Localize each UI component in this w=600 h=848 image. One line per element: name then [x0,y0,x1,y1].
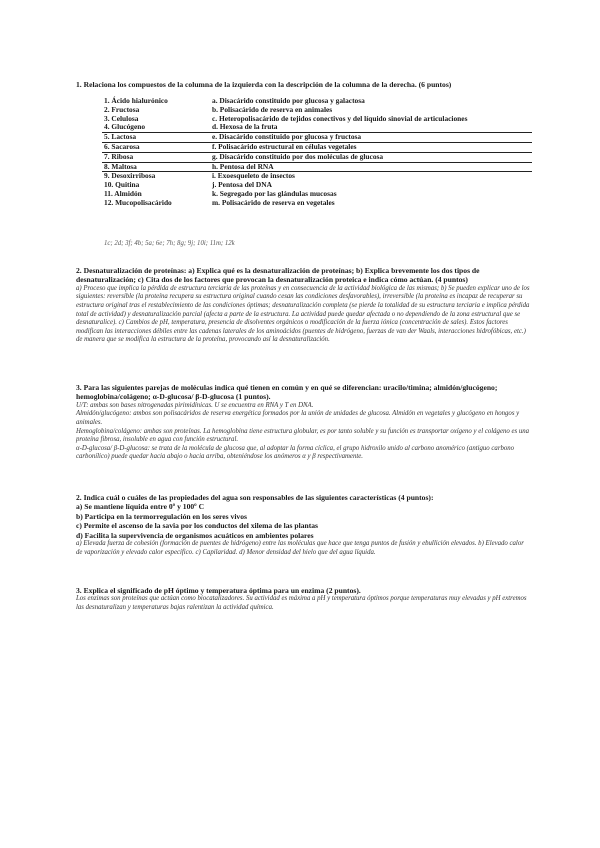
question-5-answer: Los enzimas son proteínas que actúan como biocatalizadores. Su actividad es máxima a pH y temperatura óptimos porque temperaturas muy elevadas y pH extremos las desnaturalizan y temperaturas bajas ralentizan la actividad química. [76,595,527,611]
matching-left-item: 1. Ácido hialurónico [104,96,168,105]
matching-left-item: 4. Glucógeno [104,122,146,132]
matching-left-item: 10. Quitina [104,180,140,190]
matching-left-item: 7. Ribosa [102,152,210,162]
matching-right-item: j. Pentosa del DNA [212,180,272,190]
matching-left-item: 12. Mucopolisacárido [104,197,172,207]
question-5 [76,586,531,613]
matching-row [102,172,532,181]
question-1 [76,80,531,89]
question-4-item-a: a) Se mantiene líquida entre 0º y 100º C [76,502,205,512]
matching-right-item: a. Disacárido constituido por glucosa y galactosa [212,96,365,105]
question-4-answer: a) Elevada fuerza de cohesión (formación de puentes de hidrógeno) entre las moléculas que hace que tenga puntos de fusión y ebullición elevados. b) Elevado calor de vaporización y elevado calor específico. c) Capilaridad. d) Menor densidad del hielo que del agua líquida. [76,540,524,556]
matching-right-item: b. Polisacárido de reserva en animales [212,104,333,114]
matching-row [102,199,532,208]
question-3-answer-4: α-D-glucosa/ β-D-glucosa: se trata de la molécula de glucosa que, al adoptar la forma cíclica, el grupo hidroxilo unido al carbono anomérico (antiguo carbono carbonílico) puede quedar hacia abajo o hacia arriba, obteniéndose los anómeros α y β respectivamente. [76,444,515,461]
matching-right-item: m. Polisacárido de reserva en vegetales [212,197,335,207]
matching-left-item: 5. Lactosa [102,133,210,143]
matching-left-item: 11. Almidón [104,188,142,198]
question-5-title: 3. Explica el significado de pH óptimo y temperatura óptima para un enzima (2 puntos). [76,586,361,595]
matching-right-item: k. Segregado por las glándulas mucosas [212,188,337,198]
question-3-answer-1: U/T: ambas son bases nitrogenadas pirimidínicas. U se encuentra en RNA y T en DNA. [76,401,314,409]
matching-left-item: 2. Fructosa [104,104,140,114]
question-3-answer-3: Hemoglobina/colágeno: ambas son proteínas. La hemoglobina tiene estructura globular, es por tanto soluble y su función es transportar oxígeno y el colágeno es una proteína fibrosa, insoluble en agua con función estructural. [76,427,530,444]
question-4-item-c: c) Permite el ascenso de la savia por los conductos del xilema de las plantas [76,521,319,531]
question-4-item-d: d) Facilita la supervivencia de organismos acuáticos en ambientes polares [76,530,314,540]
question-2-answer: a) Proceso que implica la pérdida de estructura terciaria de las proteínas y en consecuencia de la actividad biológica de las mismas; b) Se pueden explicar uno de los siguientes: reversible (la proteína recupera su estructura original cuando cesan las condiciones desfavorables), irreversible (la proteína es incapaz de recuperar su estructura original tras el restablecimiento de las condiciones óptimas; desnaturalización completa (se pierde la totalidad de su estructura terciaria e implica pérdida total de actividad) y desnaturalización parcial (afecta a parte de la estructura. La actividad puede quedar afectada o no dependiendo de la zona estructural que se desnaturalice). c) Cambios de pH, temperatura, presencia de disolventes orgánicos o modificación de la fuerza iónica (concentración de sales). Estos factores modifican las interacciones débiles entre las cadenas laterales de los aminoácidos (puentes de hidrógeno, fuerzas de van der Waals, interacciones hidrofóbicas, etc.) de manera que se modifica la estructura de la proteína, provocando así la desnaturalización. [76,284,530,344]
question-4 [76,493,531,557]
question-2-title: 2. Desnaturalización de proteínas: a) Explica qué es la desnaturalización de proteínas; b) Explica brevemente los dos tipos de desnaturalización; c) Cita dos de los factores que provocan la desnaturalización proteica e indica cómo actúan. (4 puntos) [76,266,480,285]
matching-right-item: e. Disacárido constituido por glucosa y fructosa [210,133,532,143]
question-3-title: 3. Para las siguientes parejas de moléculas indica qué tienen en común y en qué se diferencian: uracilo/timina; almidón/glucógeno; hemoglobina/colágeno; α-D-glucosa/ β-D-glucosa (1 puntos). [76,383,498,402]
question-3 [76,383,531,462]
matching-row [102,152,532,162]
matching-row [102,162,532,172]
matching-left-item: 9. Desoxirribosa [102,172,210,181]
matching-right-item: c. Heteropolisacárido de tejidos conectivos y del líquido sinovial de articulaciones [212,113,468,123]
matching-table [102,97,532,208]
question-4-item-b: b) Participa en la termorregulación en los seres vivos [76,511,247,521]
question-1-title: 1. Relaciona los compuestos de la columna de la izquierda con la descripción de la columna de la derecha. (6 puntos) [76,80,452,89]
answer-key: 1c; 2d; 3f; 4b; 5a; 6e; 7h; 8g; 9j; 10i; 11m; 12k [104,240,235,247]
question-4-title: 2. Indica cuál o cuáles de las propiedades del agua son responsables de las siguientes características (4 puntos): [76,493,434,502]
matching-row [102,115,532,124]
matching-row [102,133,532,143]
matching-right-item: h. Pentosa del RNA [210,162,532,172]
matching-left-item: 6. Sacarosa [102,142,210,152]
matching-right-item: i. Exoesqueleto de insectos [210,172,532,181]
question-2 [76,266,531,345]
matching-right-item: f. Polisacárido estructural en células vegetales [210,142,532,152]
matching-left-item: 8. Maltosa [102,162,210,172]
matching-right-item: g. Disacárido constituido por dos moléculas de glucosa [210,152,532,162]
matching-left-item: 3. Celulosa [104,113,139,123]
matching-right-item: d. Hexosa de la fruta [212,122,278,132]
matching-row [102,142,532,152]
question-3-answer-2: Almidón/glucógeno: ambos son polisacáridos de reserva energética formados por la unión de unidades de glucosa. Almidón en vegetales y glucógeno en hongos y animales. [76,410,520,426]
